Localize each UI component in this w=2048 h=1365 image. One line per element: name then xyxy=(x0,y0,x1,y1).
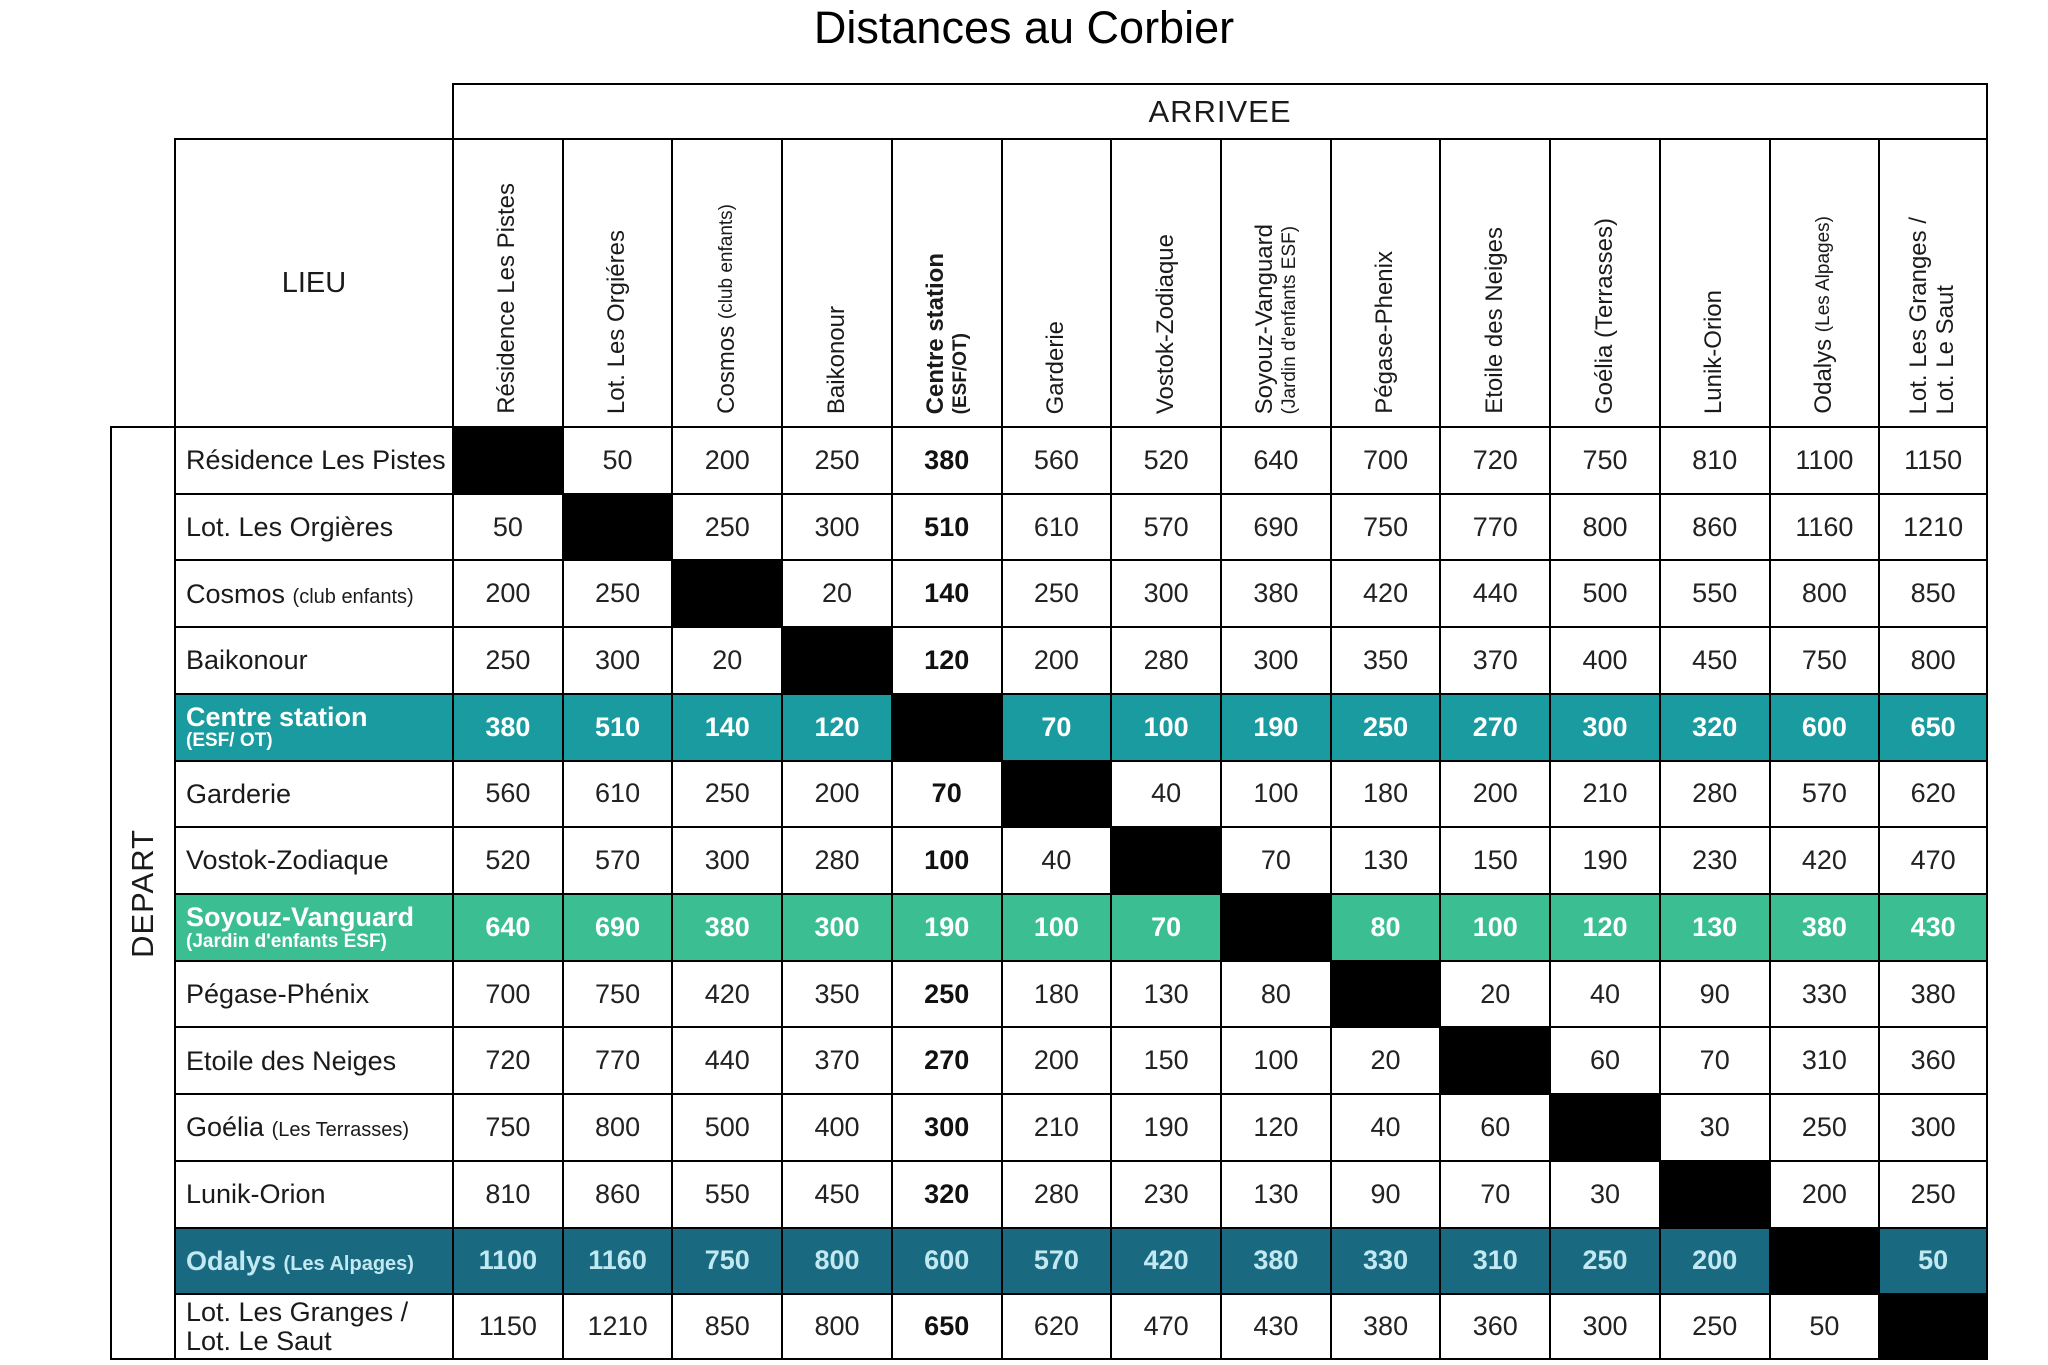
column-header xyxy=(562,138,672,426)
column-header xyxy=(781,138,891,426)
distance-cell: 210 xyxy=(1001,1093,1111,1160)
distance-cell: 20 xyxy=(1439,960,1549,1027)
distance-cell: 650 xyxy=(1878,693,1988,760)
distance-cell: 280 xyxy=(1659,760,1769,827)
distance-cell: 30 xyxy=(1549,1160,1659,1227)
column-header-label: Centre station (ESF/OT) xyxy=(921,252,971,414)
distance-cell: 310 xyxy=(1439,1227,1549,1294)
distance-cell: 420 xyxy=(1769,826,1879,893)
distance-cell: 1160 xyxy=(562,1227,672,1294)
distance-cell: 380 xyxy=(671,893,781,960)
distance-cell: 750 xyxy=(671,1227,781,1294)
distance-cell: 720 xyxy=(1439,426,1549,493)
distance-cell: 850 xyxy=(1878,559,1988,626)
distance-cell: 40 xyxy=(1001,826,1111,893)
distance-cell: 450 xyxy=(1659,626,1769,693)
distance-cell: 60 xyxy=(1439,1093,1549,1160)
distance-table xyxy=(110,83,1988,1360)
distance-cell: 120 xyxy=(891,626,1001,693)
distance-cell: 420 xyxy=(1110,1227,1220,1294)
distance-cell: 80 xyxy=(1330,893,1440,960)
row-label: Goélia (Les Terrasses) xyxy=(174,1093,452,1160)
distance-cell: 120 xyxy=(1220,1093,1330,1160)
arrivee-header: ARRIVEE xyxy=(452,83,1988,138)
distance-cell: 610 xyxy=(1001,493,1111,560)
distance-cell: 750 xyxy=(1549,426,1659,493)
column-header-label: Goélia (Terrasses) xyxy=(1590,217,1618,414)
column-header xyxy=(1110,138,1220,426)
column-header xyxy=(1878,138,1988,426)
distance-cell: 250 xyxy=(452,626,562,693)
distance-cell: 550 xyxy=(671,1160,781,1227)
column-header xyxy=(1769,138,1879,426)
distance-cell: 200 xyxy=(781,760,891,827)
diagonal-cell xyxy=(1001,760,1111,827)
distance-cell: 300 xyxy=(781,893,891,960)
distance-cell: 100 xyxy=(1110,693,1220,760)
distance-cell: 50 xyxy=(1878,1227,1988,1294)
distance-cell: 40 xyxy=(1330,1093,1440,1160)
distance-cell: 750 xyxy=(1769,626,1879,693)
distance-cell: 800 xyxy=(781,1227,891,1294)
diagonal-cell xyxy=(671,559,781,626)
distance-cell: 190 xyxy=(1549,826,1659,893)
distance-cell: 230 xyxy=(1659,826,1769,893)
column-header-label: Lot. Les Orgiéres xyxy=(603,229,631,414)
distance-cell: 40 xyxy=(1549,960,1659,1027)
page-title: Distances au Corbier xyxy=(813,2,1235,53)
distance-cell: 1210 xyxy=(562,1293,672,1360)
distance-cell: 300 xyxy=(1878,1093,1988,1160)
distance-cell: 370 xyxy=(1439,626,1549,693)
distance-cell: 20 xyxy=(1330,1026,1440,1093)
distance-cell: 120 xyxy=(1549,893,1659,960)
distance-cell: 200 xyxy=(1001,1026,1111,1093)
distance-cell: 280 xyxy=(1110,626,1220,693)
distance-cell: 130 xyxy=(1330,826,1440,893)
row-label: Garderie xyxy=(174,760,452,827)
distance-cell: 250 xyxy=(1769,1093,1879,1160)
distance-cell: 250 xyxy=(671,760,781,827)
distance-cell: 20 xyxy=(671,626,781,693)
column-header-label: Odalys (Les Alpages) xyxy=(1809,216,1837,414)
distance-cell: 230 xyxy=(1110,1160,1220,1227)
distance-cell: 190 xyxy=(1220,693,1330,760)
corner-blank xyxy=(110,83,452,138)
distance-cell: 560 xyxy=(1001,426,1111,493)
distance-cell: 300 xyxy=(781,493,891,560)
distance-cell: 300 xyxy=(1110,559,1220,626)
distance-cell: 250 xyxy=(781,426,891,493)
diagonal-cell xyxy=(891,693,1001,760)
distance-cell: 280 xyxy=(781,826,891,893)
distance-cell: 150 xyxy=(1439,826,1549,893)
distance-cell: 200 xyxy=(1001,626,1111,693)
distance-cell: 720 xyxy=(452,1026,562,1093)
row-label: Etoile des Neiges xyxy=(174,1026,452,1093)
column-header-label: Lunik-Orion xyxy=(1700,289,1728,414)
distance-cell: 700 xyxy=(1330,426,1440,493)
distance-cell: 360 xyxy=(1439,1293,1549,1360)
distance-cell: 650 xyxy=(891,1293,1001,1360)
distance-cell: 250 xyxy=(1001,559,1111,626)
distance-cell: 200 xyxy=(1769,1160,1879,1227)
distance-cell: 70 xyxy=(891,760,1001,827)
distance-cell: 60 xyxy=(1549,1026,1659,1093)
distance-cell: 350 xyxy=(781,960,891,1027)
distance-cell: 810 xyxy=(1659,426,1769,493)
distance-cell: 300 xyxy=(1549,693,1659,760)
distance-cell: 70 xyxy=(1439,1160,1549,1227)
distance-cell: 140 xyxy=(671,693,781,760)
distance-cell: 520 xyxy=(452,826,562,893)
column-header-label: Pégase-Phenix xyxy=(1371,251,1399,414)
distance-cell: 380 xyxy=(452,693,562,760)
distance-cell: 440 xyxy=(1439,559,1549,626)
distance-cell: 570 xyxy=(562,826,672,893)
distance-cell: 800 xyxy=(1549,493,1659,560)
distance-cell: 1160 xyxy=(1769,493,1879,560)
distance-cell: 690 xyxy=(562,893,672,960)
distance-cell: 70 xyxy=(1001,693,1111,760)
distance-cell: 380 xyxy=(891,426,1001,493)
distance-cell: 320 xyxy=(1659,693,1769,760)
distance-cell: 50 xyxy=(562,426,672,493)
distance-cell: 800 xyxy=(1769,559,1879,626)
row-label: Soyouz-Vanguard (Jardin d'enfants ESF) xyxy=(174,893,452,960)
depart-label: DEPART xyxy=(124,828,160,958)
distance-cell: 600 xyxy=(891,1227,1001,1294)
column-header xyxy=(1659,138,1769,426)
depart-header xyxy=(110,426,174,1360)
distance-cell: 800 xyxy=(781,1293,891,1360)
distance-cell: 120 xyxy=(781,693,891,760)
distance-cell: 470 xyxy=(1110,1293,1220,1360)
distance-cell: 380 xyxy=(1878,960,1988,1027)
diagonal-cell xyxy=(1330,960,1440,1027)
column-header xyxy=(452,138,562,426)
distance-cell: 250 xyxy=(1549,1227,1659,1294)
distance-cell: 420 xyxy=(671,960,781,1027)
diagonal-cell xyxy=(781,626,891,693)
distance-cell: 570 xyxy=(1769,760,1879,827)
distance-cell: 640 xyxy=(1220,426,1330,493)
distance-cell: 1100 xyxy=(452,1227,562,1294)
distance-cell: 70 xyxy=(1110,893,1220,960)
distance-cell: 200 xyxy=(1439,760,1549,827)
distance-cell: 150 xyxy=(1110,1026,1220,1093)
distance-cell: 810 xyxy=(452,1160,562,1227)
distance-cell: 1100 xyxy=(1769,426,1879,493)
distance-cell: 100 xyxy=(1001,893,1111,960)
lieu-header: LIEU xyxy=(174,138,452,426)
distance-cell: 380 xyxy=(1220,1227,1330,1294)
diagonal-cell xyxy=(1549,1093,1659,1160)
distance-cell: 90 xyxy=(1659,960,1769,1027)
distance-cell: 500 xyxy=(1549,559,1659,626)
distance-cell: 100 xyxy=(1220,1026,1330,1093)
distance-cell: 130 xyxy=(1110,960,1220,1027)
diagonal-cell xyxy=(1110,826,1220,893)
distance-cell: 250 xyxy=(1659,1293,1769,1360)
distance-cell: 620 xyxy=(1001,1293,1111,1360)
column-header xyxy=(891,138,1001,426)
column-header xyxy=(671,138,781,426)
distance-cell: 510 xyxy=(562,693,672,760)
column-header-label: Lot. Les Granges / Lot. Le Saut xyxy=(1905,216,1960,414)
row-label: Vostok-Zodiaque xyxy=(174,826,452,893)
column-header-label: Baikonour xyxy=(822,305,850,414)
distance-cell: 320 xyxy=(891,1160,1001,1227)
distance-cell: 850 xyxy=(671,1293,781,1360)
distance-cell: 100 xyxy=(1439,893,1549,960)
distance-cell: 550 xyxy=(1659,559,1769,626)
distance-cell: 430 xyxy=(1878,893,1988,960)
distance-cell: 310 xyxy=(1769,1026,1879,1093)
diagonal-cell xyxy=(1878,1293,1988,1360)
distance-cell: 1210 xyxy=(1878,493,1988,560)
distance-cell: 380 xyxy=(1220,559,1330,626)
distance-cell: 80 xyxy=(1220,960,1330,1027)
distance-cell: 750 xyxy=(1330,493,1440,560)
column-header-label: Etoile des Neiges xyxy=(1480,227,1508,414)
diagonal-cell xyxy=(1769,1227,1879,1294)
distance-cell: 800 xyxy=(562,1093,672,1160)
distance-cell: 20 xyxy=(781,559,891,626)
distance-cell: 180 xyxy=(1001,960,1111,1027)
distance-cell: 1150 xyxy=(1878,426,1988,493)
column-header-label: Soyouz-Vanguard (Jardin d'enfants ESF) xyxy=(1250,223,1300,414)
column-header-label: Garderie xyxy=(1041,320,1069,414)
distance-cell: 620 xyxy=(1878,760,1988,827)
distance-cell: 250 xyxy=(1330,693,1440,760)
diagonal-cell xyxy=(1439,1026,1549,1093)
distance-cell: 250 xyxy=(891,960,1001,1027)
distance-cell: 860 xyxy=(562,1160,672,1227)
distance-cell: 130 xyxy=(1220,1160,1330,1227)
distance-cell: 400 xyxy=(1549,626,1659,693)
row-label: Pégase-Phénix xyxy=(174,960,452,1027)
distance-cell: 690 xyxy=(1220,493,1330,560)
distance-cell: 70 xyxy=(1220,826,1330,893)
column-header xyxy=(1330,138,1440,426)
distance-cell: 500 xyxy=(671,1093,781,1160)
distance-cell: 250 xyxy=(562,559,672,626)
corner-blank xyxy=(110,138,174,426)
distance-cell: 190 xyxy=(1110,1093,1220,1160)
column-header xyxy=(1549,138,1659,426)
distance-cell: 770 xyxy=(1439,493,1549,560)
distance-cell: 400 xyxy=(781,1093,891,1160)
distance-cell: 520 xyxy=(1110,426,1220,493)
distance-cell: 570 xyxy=(1001,1227,1111,1294)
distance-cell: 300 xyxy=(1549,1293,1659,1360)
distance-cell: 210 xyxy=(1549,760,1659,827)
distance-cell: 450 xyxy=(781,1160,891,1227)
distance-cell: 440 xyxy=(671,1026,781,1093)
distance-cell: 50 xyxy=(452,493,562,560)
distance-cell: 330 xyxy=(1769,960,1879,1027)
distance-cell: 570 xyxy=(1110,493,1220,560)
distance-cell: 300 xyxy=(1220,626,1330,693)
column-header-label: Cosmos (club enfants) xyxy=(712,204,740,414)
distance-cell: 380 xyxy=(1330,1293,1440,1360)
distance-cell: 1150 xyxy=(452,1293,562,1360)
distance-cell: 350 xyxy=(1330,626,1440,693)
row-label: Centre station (ESF/ OT) xyxy=(174,693,452,760)
distance-cell: 860 xyxy=(1659,493,1769,560)
row-label: Lot. Les Orgières xyxy=(174,493,452,560)
row-label: Résidence Les Pistes xyxy=(174,426,452,493)
distance-cell: 510 xyxy=(891,493,1001,560)
distance-cell: 640 xyxy=(452,893,562,960)
row-label: Odalys (Les Alpages) xyxy=(174,1227,452,1294)
diagonal-cell xyxy=(452,426,562,493)
distance-cell: 750 xyxy=(452,1093,562,1160)
distance-cell: 610 xyxy=(562,760,672,827)
distance-cell: 90 xyxy=(1330,1160,1440,1227)
column-header-label: Vostok-Zodiaque xyxy=(1151,233,1179,414)
distance-cell: 140 xyxy=(891,559,1001,626)
distance-cell: 280 xyxy=(1001,1160,1111,1227)
distance-cell: 130 xyxy=(1659,893,1769,960)
distance-cell: 750 xyxy=(562,960,672,1027)
column-header-label: Résidence Les Pistes xyxy=(493,183,521,414)
distance-cell: 600 xyxy=(1769,693,1879,760)
distance-cell: 100 xyxy=(891,826,1001,893)
distance-cell: 270 xyxy=(1439,693,1549,760)
row-label: Baikonour xyxy=(174,626,452,693)
distance-cell: 470 xyxy=(1878,826,1988,893)
column-header xyxy=(1439,138,1549,426)
distance-cell: 70 xyxy=(1659,1026,1769,1093)
distance-cell: 380 xyxy=(1769,893,1879,960)
distance-cell: 300 xyxy=(562,626,672,693)
diagonal-cell xyxy=(562,493,672,560)
distance-cell: 430 xyxy=(1220,1293,1330,1360)
distance-cell: 700 xyxy=(452,960,562,1027)
row-label: Cosmos (club enfants) xyxy=(174,559,452,626)
distance-cell: 560 xyxy=(452,760,562,827)
distance-cell: 330 xyxy=(1330,1227,1440,1294)
distance-cell: 200 xyxy=(1659,1227,1769,1294)
column-header xyxy=(1001,138,1111,426)
distance-cell: 360 xyxy=(1878,1026,1988,1093)
distance-cell: 270 xyxy=(891,1026,1001,1093)
diagonal-cell xyxy=(1220,893,1330,960)
distance-cell: 370 xyxy=(781,1026,891,1093)
distance-cell: 200 xyxy=(671,426,781,493)
distance-cell: 300 xyxy=(671,826,781,893)
distance-cell: 100 xyxy=(1220,760,1330,827)
diagonal-cell xyxy=(1659,1160,1769,1227)
distance-cell: 40 xyxy=(1110,760,1220,827)
distance-cell: 50 xyxy=(1769,1293,1879,1360)
row-label: Lot. Les Granges / Lot. Le Saut xyxy=(174,1293,452,1360)
distance-cell: 180 xyxy=(1330,760,1440,827)
distance-cell: 30 xyxy=(1659,1093,1769,1160)
distance-cell: 420 xyxy=(1330,559,1440,626)
column-header xyxy=(1220,138,1330,426)
distance-cell: 770 xyxy=(562,1026,672,1093)
distance-cell: 190 xyxy=(891,893,1001,960)
distance-cell: 800 xyxy=(1878,626,1988,693)
distance-cell: 250 xyxy=(671,493,781,560)
row-label: Lunik-Orion xyxy=(174,1160,452,1227)
distance-cell: 300 xyxy=(891,1093,1001,1160)
distance-cell: 200 xyxy=(452,559,562,626)
distance-cell: 250 xyxy=(1878,1160,1988,1227)
